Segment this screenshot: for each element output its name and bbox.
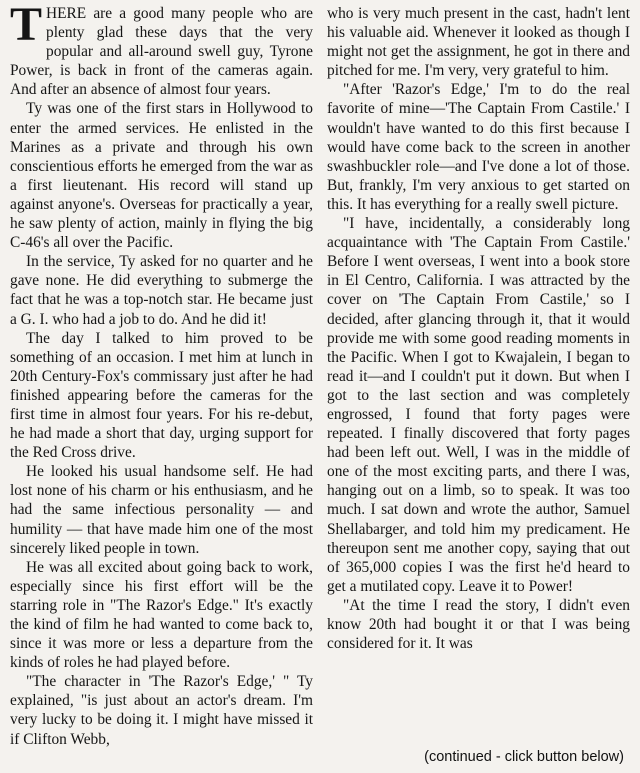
paragraph: "At the time I read the story, I didn't even know 20th had bought it or that I was being considered for it. It was: [327, 596, 630, 653]
paragraph: "I have, incidentally, a considerably long acquaintance with 'The Captain From Castile.' Before I went overseas, I went into a book store in El Centro, California. I was attracted by the cover on 'The Captain From Castile,' so I decided, after glancing through it, that it would provide me with some good reading moments in the Pacific. When I got to Kwajalein, I began to read it—and I couldn't put it down. But when I got to the last section and was completely engrossed, I found that forty pages were repeated. I finally discovered that forty pages had been left out. Well, I was in the middle of one of the most exciting parts, and there I was, hanging out on a limb, so to speak. It was too much. I sat down and wrote the author, Samuel Shellabarger, and told him my predicament. He thereupon sent me another copy, saying that out of 365,000 copies I was the first he'd heard to get a mutilated copy. Leave it to Power!: [327, 215, 630, 595]
paragraph: "The character in 'The Razor's Edge,' " Ty explained, "is just about an actor's dream. I'm very lucky to be doing it. I might have missed it if Clifton Webb,: [10, 673, 313, 748]
paragraph: In the service, Ty asked for no quarter and he gave none. He did everything to submerge the fact that he was a top-notch star. He became just a G. I. who had a job to do. And he did it!: [10, 253, 313, 328]
right-column: [327, 4, 630, 739]
paragraph: The day I talked to him proved to be something of an occasion. I met him at lunch in 20th Century-Fox's commissary just after he had finished appearing before the cameras for the first time in almost four years. For his re-debut, he had made a short that day, urging support for the Red Cross drive.: [10, 329, 313, 462]
paragraph: He looked his usual handsome self. He had lost none of his charm or his enthusiasm, and he had the same infectious personality — and humility — that have made him one of the most sincerely liked people in town.: [10, 463, 313, 557]
left-column: [10, 0, 313, 748]
drop-cap: T: [10, 0, 43, 51]
paragraph: who is very much present in the cast, hadn't lent his valuable aid. Whenever it looked as though I might not get the assignment, he got in there and pitched for me. I'm very, very grateful to him.: [327, 5, 630, 80]
paragraph: He was all excited about going back to work, especially since his first effort will be the starring role in "The Razor's Edge." It's exactly the kind of film he had wanted to come back to, since it was more or less a departure from the kinds of roles he had played before.: [10, 558, 313, 672]
article-columns: [10, 0, 630, 748]
paragraph: Ty was one of the first stars in Hollywood to enter the armed services. He enlisted in the Marines as a private and through his own conscientious efforts he emerged from the war as a first lieutenant. His record will stand up against anyone's. Overseas for practically a year, he saw plenty of action, mainly in flying the big C-46's all over the Pacific.: [10, 100, 313, 252]
continued-notice: (continued - click button below): [424, 749, 624, 765]
paragraph: "After 'Razor's Edge,' I'm to do the real favorite of mine—'The Captain From Castile.' I wouldn't have wanted to do this first because I would have come back to the screen in another swashbuckler role—and I've done a lot of those. But, frankly, I'm very anxious to get started on this. It has everything for a really swell picture.: [327, 81, 630, 213]
paragraph-intro: THERE are a good many people who are plenty glad these days that the very popular and all-around swell guy, Tyrone Power, is back in front of the cameras again. And after an absence of almost four years.: [10, 0, 313, 99]
